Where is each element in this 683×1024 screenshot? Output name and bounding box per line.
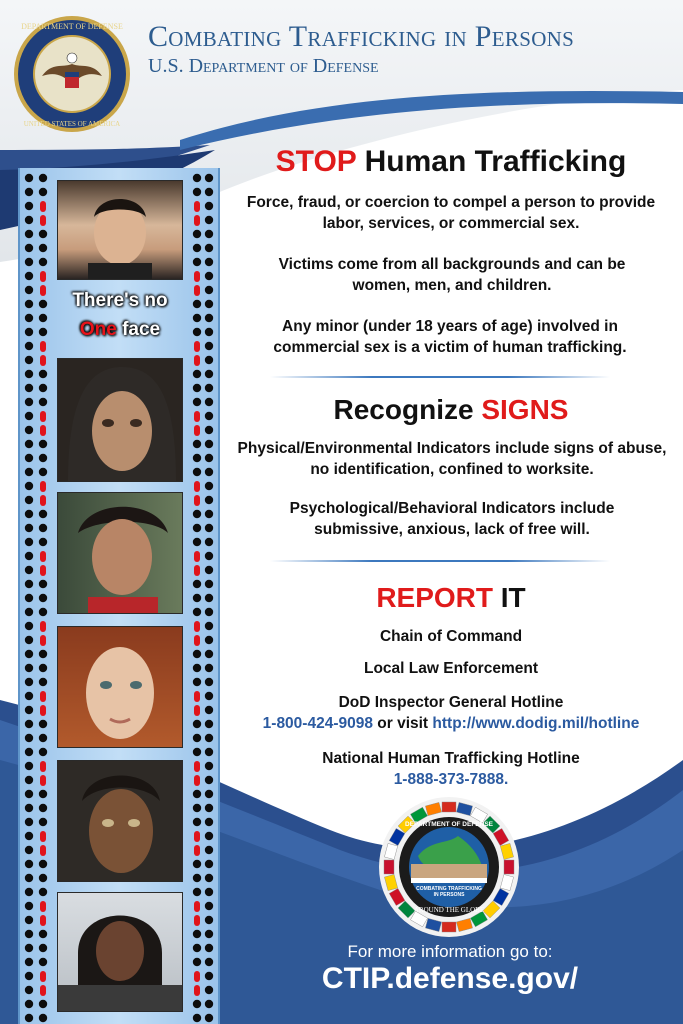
film-sprocket-hole (193, 678, 201, 686)
film-sprocket-hole (25, 384, 33, 392)
film-sprocket-hole (25, 412, 33, 420)
report-heading (228, 582, 674, 614)
film-sprocket-hole (205, 552, 213, 560)
film-sprocket-hole (39, 468, 47, 476)
film-sprocket-hole (193, 230, 201, 238)
film-sprocket-hole (193, 188, 201, 196)
film-sprocket-hole (205, 286, 213, 294)
film-sprocket-hole (205, 300, 213, 308)
film-sprocket-hole (194, 761, 200, 772)
report-ig-hotline: DoD Inspector General Hotline (338, 694, 564, 711)
film-sprocket-hole (205, 412, 213, 420)
film-sprocket-hole (25, 944, 33, 952)
tagline-highlight: One (79, 319, 117, 340)
header-title: Combating Trafficking in Persons (148, 20, 575, 53)
film-sprocket-hole (25, 272, 33, 280)
film-sprocket-hole (193, 454, 201, 462)
film-sprocket-hole (25, 720, 33, 728)
film-sprocket-hole (205, 874, 213, 882)
svg-text:UNITED STATES OF AMERICA: UNITED STATES OF AMERICA (23, 120, 121, 128)
stop-paragraph-2: Victims come from all backgrounds and can be women, men, and children. (278, 256, 626, 294)
film-sprocket-hole (25, 930, 33, 938)
recognize-paragraph-2: Psychological/Behavioral Indicators include submissive, anxious, lack of free will. (289, 500, 615, 538)
film-sprocket-hole (39, 370, 47, 378)
stop-paragraph-1: Force, fraud, or coercion to compel a person to provide labor, services, or commercial sex. (246, 194, 656, 232)
film-sprocket-hole (205, 944, 213, 952)
film-sprocket-hole (193, 650, 201, 658)
film-sprocket-hole (25, 692, 33, 700)
film-sprocket-hole (25, 524, 33, 532)
film-sprocket-hole (193, 1014, 201, 1022)
film-sprocket-hole (39, 384, 47, 392)
film-sprocket-hole (193, 818, 201, 826)
film-sprocket-hole (194, 985, 200, 996)
film-sprocket-hole (40, 971, 46, 982)
film-sprocket-hole (25, 888, 33, 896)
film-sprocket-hole (205, 678, 213, 686)
film-sprocket-hole (193, 790, 201, 798)
film-sprocket-hole (25, 258, 33, 266)
film-sprocket-hole (39, 244, 47, 252)
film-sprocket-hole (25, 706, 33, 714)
film-sprocket-hole (39, 650, 47, 658)
film-sprocket-hole (39, 860, 47, 868)
film-sprocket-hole (39, 314, 47, 322)
film-sprocket-hole (40, 271, 46, 282)
film-sprocket-hole (39, 1000, 47, 1008)
film-sprocket-hole (193, 538, 201, 546)
film-sprocket-hole (205, 622, 213, 630)
film-sprocket-hole (39, 454, 47, 462)
film-sprocket-hole (193, 370, 201, 378)
film-sprocket-hole (25, 790, 33, 798)
film-sprocket-hole (194, 705, 200, 716)
film-sprocket-hole (25, 482, 33, 490)
film-sprocket-hole (205, 888, 213, 896)
film-sprocket-hole (40, 761, 46, 772)
recognize-heading-red: SIGNS (481, 394, 569, 425)
film-sprocket-hole (25, 370, 33, 378)
film-sprocket-hole (39, 510, 47, 518)
film-sprocket-hole (39, 300, 47, 308)
film-sprocket-hole (40, 495, 46, 506)
photo-redhead-woman (57, 626, 183, 748)
film-sprocket-hole (40, 705, 46, 716)
film-sprocket-hole (205, 594, 213, 602)
film-sprocket-hole (25, 1014, 33, 1022)
film-sprocket-hole (40, 341, 46, 352)
film-sprocket-hole (39, 398, 47, 406)
film-sprocket-hole (194, 551, 200, 562)
emblem-center-text-1: COMBATING TRAFFICKING (416, 886, 482, 892)
film-sprocket-hole (205, 720, 213, 728)
film-sprocket-hole (193, 930, 201, 938)
stop-heading (228, 146, 674, 178)
film-sprocket-hole (205, 580, 213, 588)
film-sprocket-hole (194, 971, 200, 982)
film-sprocket-hole (25, 580, 33, 588)
film-sprocket-hole (25, 202, 33, 210)
film-sprocket-hole (205, 202, 213, 210)
film-sprocket-hole (39, 230, 47, 238)
film-sprocket-hole (25, 594, 33, 602)
film-sprocket-hole (40, 411, 46, 422)
film-sprocket-hole (39, 720, 47, 728)
film-sprocket-hole (194, 775, 200, 786)
tagline-line2 (50, 315, 190, 344)
film-sprocket-hole (39, 188, 47, 196)
film-sprocket-hole (25, 216, 33, 224)
film-sprocket-hole (25, 874, 33, 882)
film-sprocket-hole (205, 384, 213, 392)
film-sprocket-hole (205, 538, 213, 546)
film-sprocket-hole (205, 1000, 213, 1008)
film-sprocket-hole (205, 930, 213, 938)
film-sprocket-hole (194, 831, 200, 842)
film-sprocket-hole (205, 272, 213, 280)
film-sprocket-hole (40, 775, 46, 786)
divider-1 (270, 376, 610, 378)
tagline (50, 286, 190, 344)
film-sprocket-hole (39, 930, 47, 938)
film-sprocket-hole (40, 691, 46, 702)
film-sprocket-hole (193, 300, 201, 308)
film-sprocket-hole (193, 734, 201, 742)
film-sprocket-hole (205, 776, 213, 784)
film-sprocket-hole (39, 608, 47, 616)
film-sprocket-hole (25, 440, 33, 448)
film-sprocket-hole (193, 944, 201, 952)
film-sprocket-hole (193, 314, 201, 322)
film-sprocket-hole (40, 565, 46, 576)
film-sprocket-hole (205, 804, 213, 812)
film-sprocket-hole (39, 874, 47, 882)
film-sprocket-hole (39, 524, 47, 532)
film-sprocket-hole (25, 818, 33, 826)
flag-icon (442, 922, 456, 932)
recognize-heading-black: Recognize (333, 394, 482, 425)
flag-icon (384, 860, 394, 874)
film-sprocket-hole (40, 285, 46, 296)
film-sprocket-hole (25, 286, 33, 294)
photo-child (57, 760, 183, 882)
film-sprocket-hole (205, 818, 213, 826)
film-sprocket-hole (25, 916, 33, 924)
film-sprocket-hole (39, 664, 47, 672)
film-sprocket-hole (205, 510, 213, 518)
film-sprocket-hole (193, 440, 201, 448)
ig-phone[interactable]: 1-800-424-9098 (262, 715, 373, 732)
film-sprocket-hole (25, 678, 33, 686)
film-sprocket-hole (205, 608, 213, 616)
ig-url-link[interactable]: http://www.dodig.mil/hotline (432, 715, 640, 732)
film-sprocket-hole (205, 636, 213, 644)
film-sprocket-hole (205, 734, 213, 742)
film-sprocket-hole (205, 748, 213, 756)
film-sprocket-hole (205, 398, 213, 406)
film-sprocket-hole (40, 355, 46, 366)
film-sprocket-hole (40, 635, 46, 646)
film-sprocket-hole (205, 230, 213, 238)
film-sprocket-hole (205, 426, 213, 434)
film-sprocket-hole (25, 510, 33, 518)
film-sprocket-hole (25, 762, 33, 770)
film-sprocket-hole (193, 468, 201, 476)
film-sprocket-hole (25, 356, 33, 364)
film-sprocket-hole (40, 621, 46, 632)
film-sprocket-hole (193, 874, 201, 882)
emblem-top-text: DEPARTMENT OF DEFENSE (405, 821, 493, 828)
film-sprocket-hole (25, 958, 33, 966)
recognize-paragraph-1: Physical/Environmental Indicators include signs of abuse, no identification, confined to worksite. (237, 440, 667, 478)
flag-icon (504, 860, 514, 874)
film-sprocket-hole (25, 734, 33, 742)
film-sprocket-hole (205, 342, 213, 350)
film-sprocket-hole (194, 425, 200, 436)
film-sprocket-hole (205, 468, 213, 476)
film-sprocket-hole (25, 636, 33, 644)
film-sprocket-hole (39, 440, 47, 448)
film-sprocket-hole (25, 398, 33, 406)
report-ig-contact (228, 713, 674, 734)
film-sprocket-hole (40, 551, 46, 562)
film-sprocket-hole (40, 481, 46, 492)
film-sprocket-hole (193, 664, 201, 672)
film-sprocket-hole (205, 916, 213, 924)
film-sprocket-hole (193, 174, 201, 182)
film-sprocket-hole (39, 678, 47, 686)
report-chain-of-command: Chain of Command (379, 628, 523, 645)
film-sprocket-hole (40, 915, 46, 926)
film-sprocket-hole (39, 818, 47, 826)
film-sprocket-hole (25, 902, 33, 910)
divider-2 (270, 560, 610, 562)
film-sprocket-hole (194, 915, 200, 926)
film-sprocket-hole (194, 691, 200, 702)
film-sprocket-hole (25, 1000, 33, 1008)
film-sprocket-hole (25, 230, 33, 238)
film-sprocket-hole (25, 664, 33, 672)
film-sprocket-hole (193, 594, 201, 602)
film-sprocket-hole (194, 621, 200, 632)
film-sprocket-hole (193, 860, 201, 868)
nht-phone[interactable]: 1-888-373-7888. (393, 771, 509, 788)
film-sprocket-hole (194, 411, 200, 422)
film-sprocket-hole (25, 972, 33, 980)
film-sprocket-hole (205, 790, 213, 798)
film-sprocket-hole (25, 804, 33, 812)
film-sprocket-hole (25, 426, 33, 434)
film-sprocket-hole (25, 748, 33, 756)
film-sprocket-hole (25, 468, 33, 476)
film-sprocket-hole (25, 650, 33, 658)
header-subtitle: U.S. Department of Defense (148, 55, 379, 77)
film-sprocket-hole (205, 440, 213, 448)
film-sprocket-hole (25, 328, 33, 336)
film-sprocket-hole (25, 832, 33, 840)
dod-seal (12, 14, 132, 134)
film-sprocket-hole (193, 720, 201, 728)
film-sprocket-hole (205, 216, 213, 224)
photo-girl-hijab (57, 358, 183, 482)
film-sprocket-hole (39, 258, 47, 266)
report-heading-rest: IT (493, 582, 526, 613)
film-sprocket-hole (40, 845, 46, 856)
film-sprocket-hole (40, 831, 46, 842)
film-sprocket-hole (25, 300, 33, 308)
film-sprocket-hole (39, 944, 47, 952)
film-sprocket-hole (39, 734, 47, 742)
film-sprocket-hole (40, 425, 46, 436)
film-sprocket-hole (205, 244, 213, 252)
emblem-bottom-text: AROUND THE GLOBE (413, 906, 485, 914)
film-sprocket-hole (25, 566, 33, 574)
film-sprocket-hole (205, 832, 213, 840)
film-sprocket-hole (39, 594, 47, 602)
film-sprocket-hole (25, 860, 33, 868)
film-sprocket-hole (39, 790, 47, 798)
film-sprocket-hole (25, 244, 33, 252)
film-sprocket-hole (193, 804, 201, 812)
film-sprocket-hole (39, 804, 47, 812)
film-sprocket-hole (194, 215, 200, 226)
film-sprocket-hole (193, 328, 201, 336)
stop-paragraph-3: Any minor (under 18 years of age) involved in commercial sex is a victim of human trafficking. (273, 318, 627, 356)
film-sprocket-hole (193, 258, 201, 266)
film-sprocket-hole (205, 706, 213, 714)
film-sprocket-hole (194, 495, 200, 506)
film-sprocket-hole (205, 972, 213, 980)
film-sprocket-hole (25, 188, 33, 196)
svg-text:DEPARTMENT OF DEFENSE: DEPARTMENT OF DEFENSE (21, 22, 123, 31)
tagline-line1: There's no (72, 290, 168, 311)
film-sprocket-hole (39, 958, 47, 966)
film-sprocket-hole (25, 342, 33, 350)
film-sprocket-hole (194, 341, 200, 352)
film-sprocket-hole (205, 566, 213, 574)
film-sprocket-hole (205, 496, 213, 504)
film-sprocket-hole (194, 481, 200, 492)
film-sprocket-hole (205, 958, 213, 966)
film-sprocket-hole (205, 650, 213, 658)
stop-heading-red: STOP (275, 145, 357, 178)
film-sprocket-hole (39, 538, 47, 546)
film-sprocket-hole (25, 314, 33, 322)
film-sprocket-hole (205, 370, 213, 378)
film-sprocket-hole (25, 622, 33, 630)
film-sprocket-hole (205, 692, 213, 700)
film-sprocket-hole (40, 901, 46, 912)
film-sprocket-hole (40, 985, 46, 996)
film-sprocket-hole (205, 664, 213, 672)
photo-young-woman (57, 892, 183, 1012)
film-sprocket-hole (39, 1014, 47, 1022)
film-sprocket-hole (193, 580, 201, 588)
flag-icon (442, 802, 456, 812)
film-sprocket-hole (205, 482, 213, 490)
photo-young-man (57, 180, 183, 280)
film-sprocket-hole (193, 524, 201, 532)
film-sprocket-hole (193, 608, 201, 616)
film-sprocket-hole (25, 986, 33, 994)
film-sprocket-hole (25, 174, 33, 182)
film-sprocket-hole (194, 355, 200, 366)
report-local-law: Local Law Enforcement (364, 660, 538, 677)
film-sprocket-hole (193, 888, 201, 896)
film-sprocket-hole (205, 314, 213, 322)
film-sprocket-hole (25, 846, 33, 854)
film-sprocket-hole (194, 285, 200, 296)
film-sprocket-hole (40, 201, 46, 212)
film-sprocket-hole (39, 748, 47, 756)
film-sprocket-hole (39, 888, 47, 896)
film-sprocket-hole (40, 215, 46, 226)
film-sprocket-hole (205, 762, 213, 770)
film-sprocket-hole (25, 454, 33, 462)
film-sprocket-hole (205, 356, 213, 364)
film-sprocket-hole (205, 454, 213, 462)
footer-more-info: For more information go to: (347, 942, 553, 961)
film-sprocket-hole (39, 580, 47, 588)
film-sprocket-hole (193, 510, 201, 518)
film-sprocket-hole (193, 384, 201, 392)
film-sprocket-hole (205, 902, 213, 910)
film-sprocket-hole (193, 748, 201, 756)
film-sprocket-hole (194, 201, 200, 212)
film-sprocket-hole (193, 244, 201, 252)
dod-seal-icon (12, 14, 132, 134)
film-sprocket-hole (194, 635, 200, 646)
ig-or-visit: or visit (372, 715, 433, 732)
film-sprocket-hole (39, 174, 47, 182)
film-sprocket-hole (25, 552, 33, 560)
film-sprocket-hole (194, 901, 200, 912)
film-sprocket-hole (194, 845, 200, 856)
tagline-suffix: face (116, 319, 161, 340)
ctip-globe-icon (378, 796, 520, 938)
ctip-emblem (378, 796, 520, 938)
film-sprocket-hole (193, 398, 201, 406)
recognize-heading (228, 394, 674, 426)
film-sprocket-hole (25, 496, 33, 504)
stop-heading-rest: Human Trafficking (356, 145, 627, 178)
film-sprocket-hole (205, 524, 213, 532)
footer-url-link[interactable]: CTIP.defense.gov/ (321, 962, 579, 995)
film-sprocket-hole (25, 776, 33, 784)
report-heading-red: REPORT (376, 582, 493, 613)
film-sprocket-hole (25, 608, 33, 616)
report-nht-hotline: National Human Trafficking Hotline (322, 750, 580, 767)
film-sprocket-hole (25, 538, 33, 546)
film-sprocket-hole (205, 846, 213, 854)
film-sprocket-hole (193, 958, 201, 966)
emblem-center-text-2: IN PERSONS (433, 892, 465, 898)
film-sprocket-hole (205, 986, 213, 994)
film-sprocket-hole (205, 258, 213, 266)
film-sprocket-hole (205, 1014, 213, 1022)
film-sprocket-hole (193, 1000, 201, 1008)
film-sprocket-hole (205, 328, 213, 336)
film-sprocket-hole (194, 565, 200, 576)
film-sprocket-hole (205, 860, 213, 868)
film-sprocket-hole (205, 174, 213, 182)
film-sprocket-hole (205, 188, 213, 196)
film-sprocket-hole (194, 271, 200, 282)
photo-teen-boy (57, 492, 183, 614)
film-sprocket-hole (39, 328, 47, 336)
